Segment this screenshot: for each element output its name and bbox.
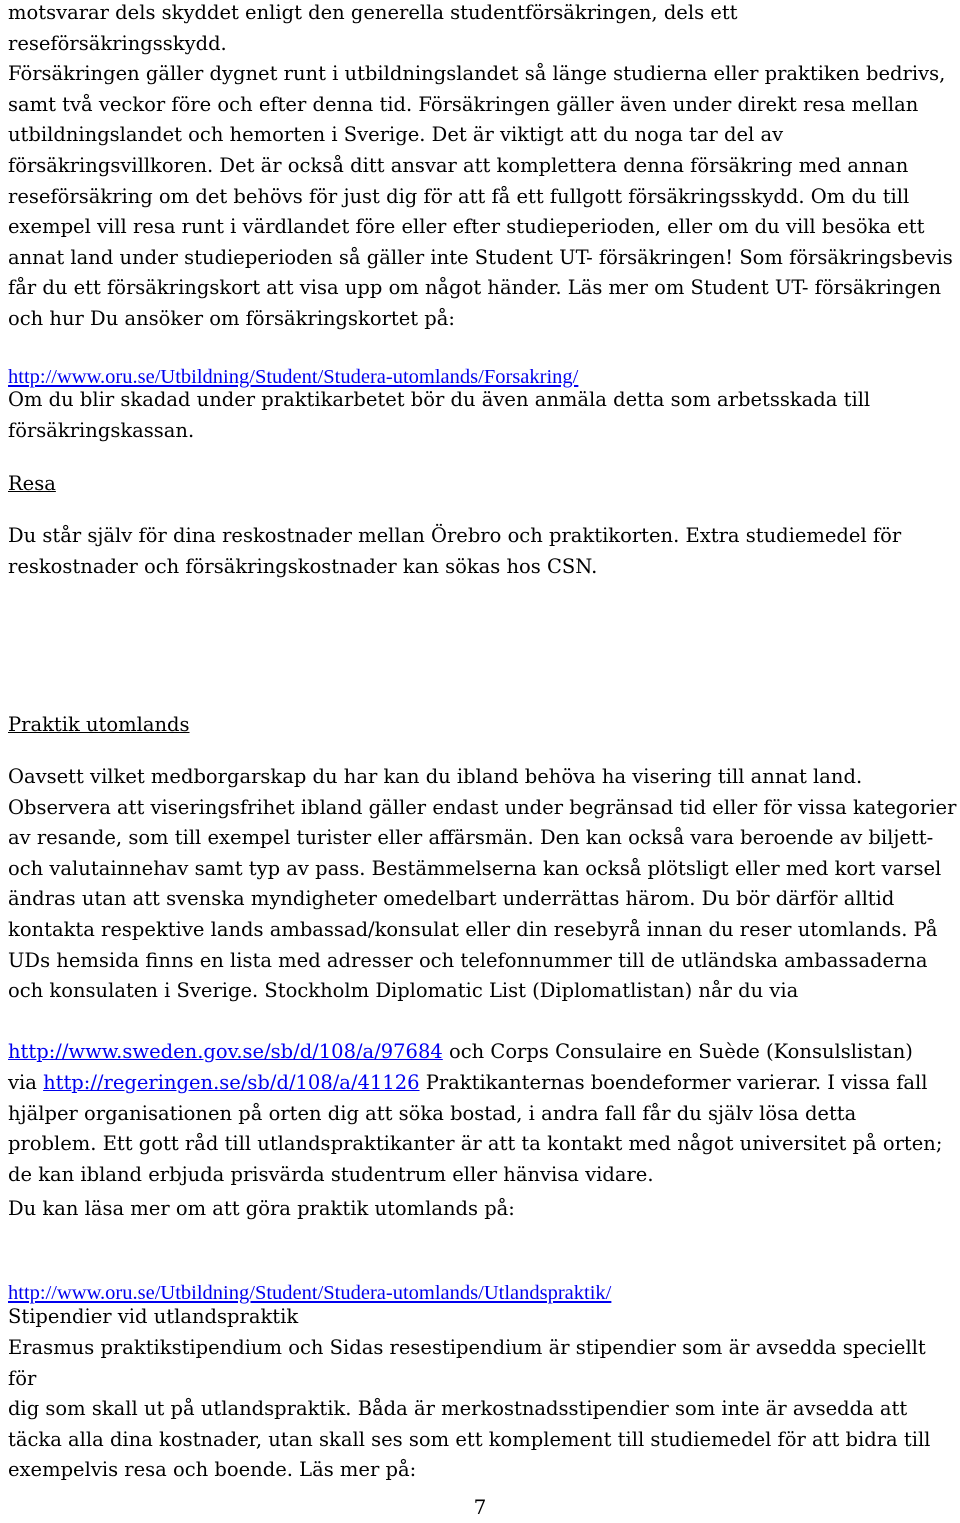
page-number: 7 — [473, 1495, 487, 1519]
visa-paragraph — [8, 762, 958, 1190]
insurance-link-line — [8, 331, 578, 392]
visa-link-line-2 — [8, 1068, 958, 1099]
visa-text-part-4: Praktikanternas boendeformer varierar. I vissa fall — [419, 1070, 928, 1094]
travel-cost-paragraph: Du står själv för dina reskostnader mellan Örebro och praktikorten. Extra studiemedel för reskostnader och försäkringskostnader kan sökas hos CSN. — [8, 524, 902, 578]
practice-abroad-link[interactable]: http://www.oru.se/Utbildning/Student/Studera-utomlands/Utlandspraktik/ — [8, 1281, 612, 1304]
heading-resa: Resa — [8, 472, 56, 495]
visa-text-part-3: via — [8, 1070, 44, 1094]
consular-list-link[interactable]: http://regeringen.se/sb/d/108/a/41126 — [43, 1070, 420, 1094]
visa-text-part-1: Oavsett vilket medborgarskap du har kan du ibland behöva ha visering till annat land. Observera att viseringsfrihet ibland gäller endast under begränsad tid eller för vissa kategorier av resande, som till exempel turister eller affärsmän. Den kan också vara beroende av biljett- och valutainnehav samt typ av pass. Bestämmelserna kan också plötsligt eller med kort varsel ändras utan att svenska myndigheter omedelbart underrättas härom. Du bör därför alltid kontakta respektive lands ambassad/konsulat eller din resebyrå innan du reser utomlands. På UDs hemsida finns en lista med adresser och telefonnummer till de utländska ambassaderna och konsulaten i Sverige. Stockholm Diplomatic List (Diplomatlistan) når du via — [8, 765, 957, 1003]
work-injury-paragraph: Om du blir skadad under praktikarbetet bör du även anmäla detta som arbetsskada till försäkringskassan. — [8, 388, 871, 442]
heading-stipendier: Stipendier vid utlandspraktik — [8, 1305, 299, 1328]
visa-text-part-2: och Corps Consulaire en Suède (Konsulslistan) — [442, 1040, 913, 1064]
insurance-link[interactable]: http://www.oru.se/Utbildning/Student/Studera-utomlands/Forsakring/ — [8, 365, 579, 388]
practice-link-line — [8, 1247, 611, 1308]
visa-text-part-5: hjälper organisationen på orten dig att söka bostad, i andra fall får du själv lösa detta problem. Ett gott råd till utlandspraktikanter är att ta kontakt med något universitet på orten; de kan ibland erbjuda prisvärda studentrum eller hänvisa vidare. — [8, 1101, 943, 1186]
visa-link-line-1 — [8, 1007, 958, 1068]
scholarship-paragraph: Erasmus praktikstipendium och Sidas resestipendium är stipendier som är avsedda speciellt för dig som skall ut på utlandspraktik. Båda är merkostnadsstipendier som inte är avsedda att täcka alla dina kostnader, utan skall ses som ett komplement till studiemedel för att bidra till exempelvis resa och boende. Läs mer på: — [8, 1336, 931, 1482]
insurance-paragraph: motsvarar dels skyddet enligt den generella studentförsäkringen, dels ett reseförsäkringsskydd. Försäkringen gäller dygnet runt i utbildningslandet så länge studierna eller praktiken bedrivs, samt två veckor före och efter denna tid. Försäkringen gäller även under direkt resa mellan utbildningslandet och hemorten i Sverige. Det är viktigt att du noga tar del av försäkringsvillkoren. Det är också ditt ansvar att komplettera denna försäkring med annan reseförsäkring om det behövs för just dig för att få ett fullgott försäkringsskydd. Om du till exempel vill resa runt i värdlandet före eller efter studieperioden, eller om du vill besöka ett annat land under studieperioden så gäller inte Student UT- försäkringen! Som försäkringsbevis får du ett försäkringskort att visa upp om något händer. Läs mer om Student UT- försäkringen och hur Du ansöker om försäkringskortet på: — [8, 1, 953, 330]
read-more-practice-paragraph: Du kan läsa mer om att göra praktik utomlands på: — [8, 1197, 515, 1220]
diplomatic-list-link[interactable]: http://www.sweden.gov.se/sb/d/108/a/97684 — [8, 1040, 443, 1064]
heading-praktik-utomlands: Praktik utomlands — [8, 713, 190, 736]
